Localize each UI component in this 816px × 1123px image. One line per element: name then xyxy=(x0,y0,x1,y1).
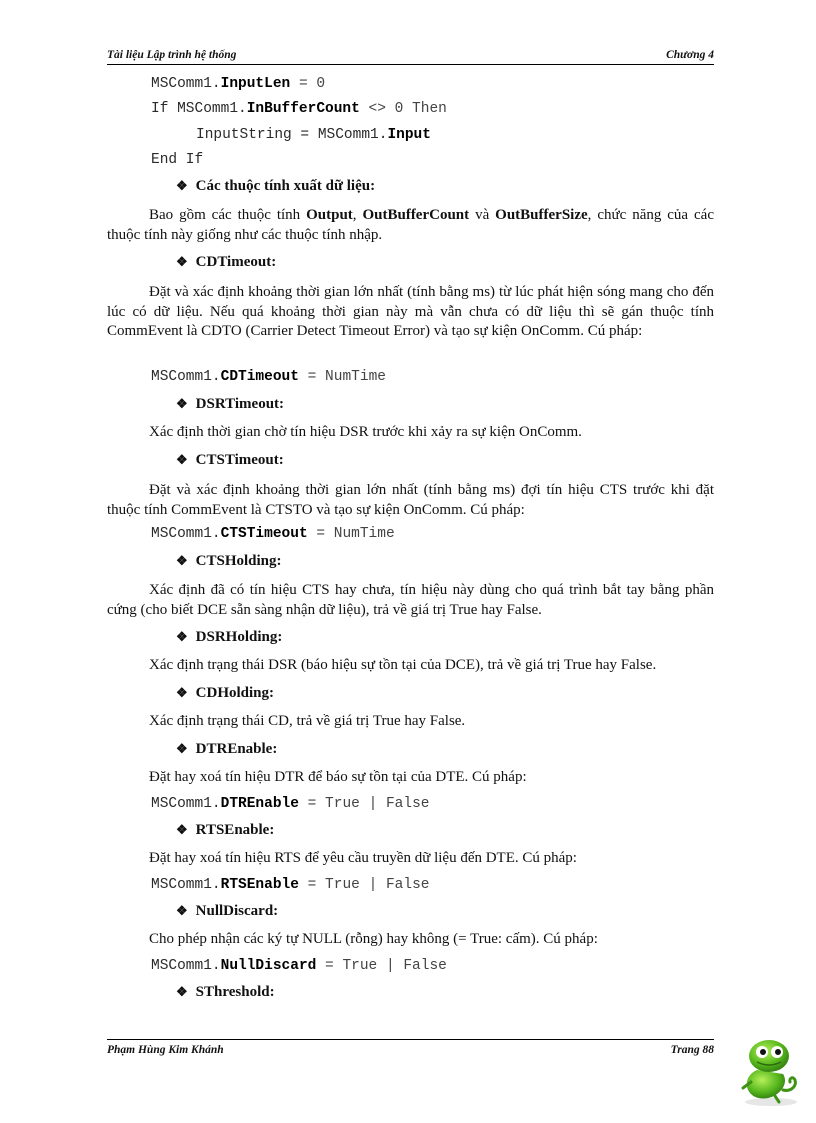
paragraph: Xác định thời gian chờ tín hiệu DSR trước khi xảy ra sự kiện OnComm. xyxy=(149,424,582,440)
code-line: MSComm1.InputLen = 0 xyxy=(151,76,326,92)
header-doc-title: Tài liệu Lập trình hệ thống xyxy=(107,49,237,61)
paragraph: Đặt và xác định khoảng thời gian lớn nhất (tính bằng ms) đợi tín hiệu CTS trước khi đặt thuộc tính CommEvent là CTSTO và tạo sự kiện OnComm. Cú pháp: xyxy=(107,482,714,518)
diamond-bullet-icon: ❖ xyxy=(176,822,188,837)
diamond-bullet-icon: ❖ xyxy=(176,553,188,568)
diamond-bullet-icon: ❖ xyxy=(176,178,188,193)
diamond-bullet-icon: ❖ xyxy=(176,903,188,918)
code-line: MSComm1.CTSTimeout = NumTime xyxy=(151,526,395,542)
section-heading: ❖ DSRTimeout: xyxy=(176,396,285,412)
code-line: MSComm1.CDTimeout = NumTime xyxy=(151,369,386,385)
paragraph: Xác định trạng thái CD, trả về giá trị True hay False. xyxy=(149,713,466,729)
diamond-bullet-icon: ❖ xyxy=(176,629,188,644)
footer-page-number: Trang 88 xyxy=(670,1044,714,1056)
section-heading: ❖ DSRHolding: xyxy=(176,629,283,645)
paragraph: Bao gồm các thuộc tính Output, OutBufferCount và OutBufferSize, chức năng của các thuộc tính này giống như các thuộc tính nhập. xyxy=(107,207,714,243)
page-footer xyxy=(107,1039,714,1060)
diamond-bullet-icon: ❖ xyxy=(176,396,188,411)
header-chapter: Chương 4 xyxy=(666,49,714,61)
diamond-bullet-icon: ❖ xyxy=(176,685,188,700)
section-heading: ❖ CTSTimeout: xyxy=(176,452,284,468)
paragraph: Xác định trạng thái DSR (báo hiệu sự tồn tại của DCE), trả về giá trị True hay False. xyxy=(149,657,657,673)
lizard-logo-icon xyxy=(735,1030,805,1110)
code-line: MSComm1.NullDiscard = True | False xyxy=(151,958,447,974)
section-heading: ❖ CTSHolding: xyxy=(176,553,282,569)
diamond-bullet-icon: ❖ xyxy=(176,984,188,999)
section-heading: ❖ DTREnable: xyxy=(176,741,278,757)
section-heading: ❖ RTSEnable: xyxy=(176,822,275,838)
paragraph: Đặt hay xoá tín hiệu RTS để yêu cầu truyền dữ liệu đến DTE. Cú pháp: xyxy=(149,850,577,866)
section-heading: ❖ NullDiscard: xyxy=(176,903,279,919)
code-line: MSComm1.DTREnable = True | False xyxy=(151,796,430,812)
code-line: MSComm1.RTSEnable = True | False xyxy=(151,877,430,893)
paragraph: Đặt hay xoá tín hiệu DTR để báo sự tồn tại của DTE. Cú pháp: xyxy=(149,769,527,785)
paragraph: Đặt và xác định khoảng thời gian lớn nhất (tính bằng ms) từ lúc phát hiện sóng mang cho đến lúc có dữ liệu. Nếu quá khoảng thời gian này mà vẫn chưa có dữ liệu thì sẽ gán thuộc tính CommEvent là CDTO (Carrier Detect Timeout Error) và tạo sự kiện OnComm. Cú pháp: xyxy=(107,284,714,340)
section-heading: ❖ CDHolding: xyxy=(176,685,275,701)
code-line: End If xyxy=(151,152,204,168)
diamond-bullet-icon: ❖ xyxy=(176,254,188,269)
code-line: InputString = MSComm1.Input xyxy=(196,127,431,143)
section-heading: ❖ Các thuộc tính xuất dữ liệu: xyxy=(176,178,376,194)
code-line: If MSComm1.InBufferCount <> 0 Then xyxy=(151,101,447,117)
page-header xyxy=(107,46,714,65)
footer-author: Phạm Hùng Kim Khánh xyxy=(107,1044,224,1056)
diamond-bullet-icon: ❖ xyxy=(176,452,188,467)
paragraph: Cho phép nhận các ký tự NULL (rỗng) hay không (= True: cấm). Cú pháp: xyxy=(149,931,598,947)
section-heading: ❖ SThreshold: xyxy=(176,984,275,1000)
diamond-bullet-icon: ❖ xyxy=(176,741,188,756)
section-heading: ❖ CDTimeout: xyxy=(176,254,277,270)
paragraph: Xác định đã có tín hiệu CTS hay chưa, tín hiệu này dùng cho quá trình bắt tay bằng phần cứng (cho biết DCE sẵn sàng nhận dữ liệu), trả về giá trị True hay False. xyxy=(107,582,714,618)
